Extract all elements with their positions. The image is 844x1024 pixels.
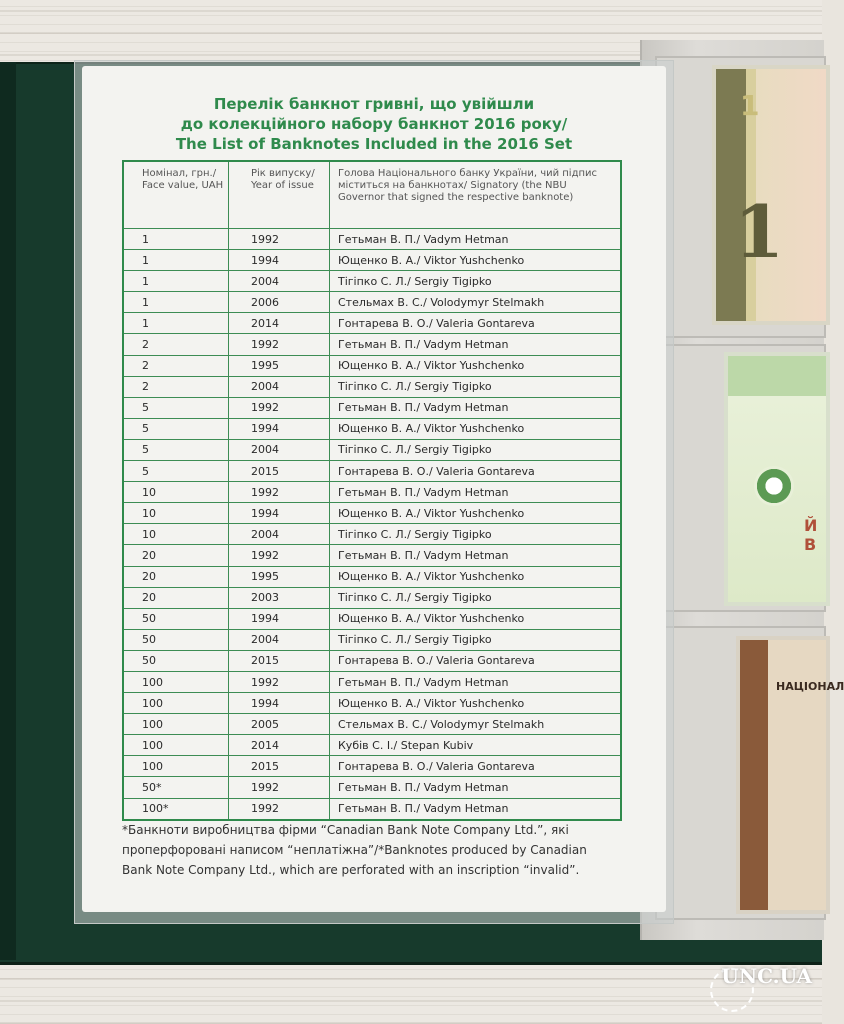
cell-signatory: Ющенко В. А./ Viktor Yushchenko xyxy=(330,418,622,439)
cell-face-value: 2 xyxy=(123,355,229,376)
cell-year: 2005 xyxy=(229,714,330,735)
cell-face-value: 50 xyxy=(123,608,229,629)
banknote-list-table xyxy=(122,160,622,821)
cell-signatory: Гетьман В. П./ Vadym Hetman xyxy=(330,777,622,798)
cell-face-value: 5 xyxy=(123,397,229,418)
cell-signatory: Стельмах В. С./ Volodymyr Stelmakh xyxy=(330,714,622,735)
banknote-brown xyxy=(736,636,844,914)
table-row xyxy=(123,714,621,735)
cell-year: 1992 xyxy=(229,671,330,692)
cell-face-value: 50 xyxy=(123,629,229,650)
table-row xyxy=(123,756,621,777)
flower-emblem-icon xyxy=(754,466,794,506)
sheet-title-line-3: The List of Banknotes Included in the 2016 Set xyxy=(175,135,573,153)
cell-year: 2004 xyxy=(229,524,330,545)
cell-year: 1992 xyxy=(229,334,330,355)
banknote-green xyxy=(724,352,830,606)
cell-year: 1994 xyxy=(229,503,330,524)
table-row xyxy=(123,334,621,355)
table-row xyxy=(123,566,621,587)
cell-signatory: Гетьман В. П./ Vadym Hetman xyxy=(330,482,622,503)
cell-year: 1992 xyxy=(229,798,330,820)
header-face-value: Номінал, грн./ Face value, UAH xyxy=(123,161,229,229)
cell-signatory: Гетьман В. П./ Vadym Hetman xyxy=(330,545,622,566)
banknote-text: НАЦІОНАЛ xyxy=(776,680,844,693)
cell-year: 2004 xyxy=(229,629,330,650)
cell-face-value: 1 xyxy=(123,271,229,292)
cell-face-value: 1 xyxy=(123,250,229,271)
cell-face-value: 100 xyxy=(123,735,229,756)
cell-face-value: 2 xyxy=(123,334,229,355)
cell-year: 2015 xyxy=(229,461,330,482)
cell-face-value: 50 xyxy=(123,650,229,671)
table-row xyxy=(123,777,621,798)
cell-signatory: Тігіпко С. Л./ Sergiy Tigipko xyxy=(330,587,622,608)
cell-year: 1992 xyxy=(229,397,330,418)
cell-face-value: 5 xyxy=(123,439,229,460)
banknote-numeral: 1 xyxy=(734,189,785,274)
watermark-text: UNC.UA xyxy=(721,964,812,988)
cell-signatory: Гетьман В. П./ Vadym Hetman xyxy=(330,671,622,692)
table-row xyxy=(123,735,621,756)
cell-year: 1992 xyxy=(229,777,330,798)
cell-face-value: 5 xyxy=(123,418,229,439)
cell-year: 2015 xyxy=(229,650,330,671)
header-signatory: Голова Національного банку України, чий підпис міститься на банкнотах/ Signatory (the NBU Governor that signed the respective banknote) xyxy=(330,161,622,229)
table-row xyxy=(123,271,621,292)
cell-signatory: Тігіпко С. Л./ Sergiy Tigipko xyxy=(330,524,622,545)
table-row xyxy=(123,376,621,397)
cell-signatory: Гетьман В. П./ Vadym Hetman xyxy=(330,334,622,355)
cell-year: 2015 xyxy=(229,756,330,777)
cell-face-value: 20 xyxy=(123,566,229,587)
cell-signatory: Ющенко В. А./ Viktor Yushchenko xyxy=(330,503,622,524)
cell-year: 1992 xyxy=(229,545,330,566)
banknote-list-sheet xyxy=(82,66,666,912)
footnote-line-3: Bank Note Company Ltd., which are perforated with an inscription “invalid”. xyxy=(122,863,580,877)
cell-face-value: 1 xyxy=(123,313,229,334)
cell-signatory: Гонтарева В. О./ Valeria Gontareva xyxy=(330,313,622,334)
table-row xyxy=(123,439,621,460)
cell-year: 2003 xyxy=(229,587,330,608)
table-row xyxy=(123,629,621,650)
cell-signatory: Гетьман В. П./ Vadym Hetman xyxy=(330,397,622,418)
cell-signatory: Гонтарева В. О./ Valeria Gontareva xyxy=(330,461,622,482)
table-row xyxy=(123,355,621,376)
cell-year: 1994 xyxy=(229,418,330,439)
cell-face-value: 1 xyxy=(123,292,229,313)
cell-signatory: Ющенко В. А./ Viktor Yushchenko xyxy=(330,693,622,714)
table-row xyxy=(123,587,621,608)
footnote xyxy=(122,820,632,880)
cell-year: 1995 xyxy=(229,566,330,587)
table-row xyxy=(123,671,621,692)
cell-year: 2014 xyxy=(229,313,330,334)
table-row xyxy=(123,545,621,566)
cell-face-value: 1 xyxy=(123,229,229,250)
cell-face-value: 10 xyxy=(123,503,229,524)
cell-year: 2006 xyxy=(229,292,330,313)
table-row xyxy=(123,798,621,820)
cell-year: 2014 xyxy=(229,735,330,756)
cell-year: 1995 xyxy=(229,355,330,376)
table-row xyxy=(123,503,621,524)
cell-signatory: Ющенко В. А./ Viktor Yushchenko xyxy=(330,608,622,629)
cell-year: 1994 xyxy=(229,608,330,629)
cell-face-value: 100 xyxy=(123,693,229,714)
cell-year: 1994 xyxy=(229,693,330,714)
cell-signatory: Тігіпко С. Л./ Sergiy Tigipko xyxy=(330,271,622,292)
cell-signatory: Ющенко В. А./ Viktor Yushchenko xyxy=(330,250,622,271)
cell-face-value: 100 xyxy=(123,714,229,735)
cell-signatory: Ющенко В. А./ Viktor Yushchenko xyxy=(330,566,622,587)
banknote-text: Й В xyxy=(804,516,818,554)
cell-year: 2004 xyxy=(229,271,330,292)
cell-signatory: Стельмах В. С./ Volodymyr Stelmakh xyxy=(330,292,622,313)
table-row xyxy=(123,461,621,482)
table-body xyxy=(123,229,621,820)
cell-signatory: Тігіпко С. Л./ Sergiy Tigipko xyxy=(330,376,622,397)
table-row xyxy=(123,650,621,671)
cell-signatory: Тігіпко С. Л./ Sergiy Tigipko xyxy=(330,629,622,650)
table-row xyxy=(123,313,621,334)
cell-signatory: Кубів С. І./ Stepan Kubiv xyxy=(330,735,622,756)
cell-signatory: Гонтарева В. О./ Valeria Gontareva xyxy=(330,756,622,777)
banknote-numeral-corner: 1 xyxy=(740,89,760,122)
cell-signatory: Тігіпко С. Л./ Sergiy Tigipko xyxy=(330,439,622,460)
cell-year: 2004 xyxy=(229,439,330,460)
cell-year: 1994 xyxy=(229,250,330,271)
cell-face-value: 2 xyxy=(123,376,229,397)
table-row xyxy=(123,693,621,714)
cell-face-value: 20 xyxy=(123,587,229,608)
footnote-line-2: проперфоровані написом “неплатіжна”/*Banknotes produced by Canadian xyxy=(122,843,587,857)
cell-year: 1992 xyxy=(229,482,330,503)
album-spine xyxy=(0,62,16,960)
header-year: Рік випуску/ Year of issue xyxy=(229,161,330,229)
cell-signatory: Гетьман В. П./ Vadym Hetman xyxy=(330,798,622,820)
cell-face-value: 10 xyxy=(123,482,229,503)
table-header-row xyxy=(123,161,621,229)
table-row xyxy=(123,229,621,250)
cell-signatory: Гонтарева В. О./ Valeria Gontareva xyxy=(330,650,622,671)
cell-face-value: 100 xyxy=(123,756,229,777)
cell-signatory: Гетьман В. П./ Vadym Hetman xyxy=(330,229,622,250)
table-row xyxy=(123,482,621,503)
table-row xyxy=(123,250,621,271)
cell-face-value: 100 xyxy=(123,671,229,692)
table-row xyxy=(123,608,621,629)
table-row xyxy=(123,397,621,418)
table-row xyxy=(123,292,621,313)
cell-face-value: 100* xyxy=(123,798,229,820)
cell-face-value: 5 xyxy=(123,461,229,482)
sheet-title-line-1: Перелік банкнот гривні, що увійшли xyxy=(213,95,535,113)
table-row xyxy=(123,524,621,545)
cell-face-value: 10 xyxy=(123,524,229,545)
cell-signatory: Ющенко В. А./ Viktor Yushchenko xyxy=(330,355,622,376)
banknote-1-hryvnia xyxy=(712,65,830,325)
cell-year: 2004 xyxy=(229,376,330,397)
table-row xyxy=(123,418,621,439)
cell-face-value: 20 xyxy=(123,545,229,566)
sheet-title-line-2: до колекційного набору банкнот 2016 року/ xyxy=(180,115,568,133)
cell-year: 1992 xyxy=(229,229,330,250)
footnote-line-1: *Банкноти виробництва фірми “Canadian Bank Note Company Ltd.”, які xyxy=(122,823,569,837)
cell-face-value: 50* xyxy=(123,777,229,798)
